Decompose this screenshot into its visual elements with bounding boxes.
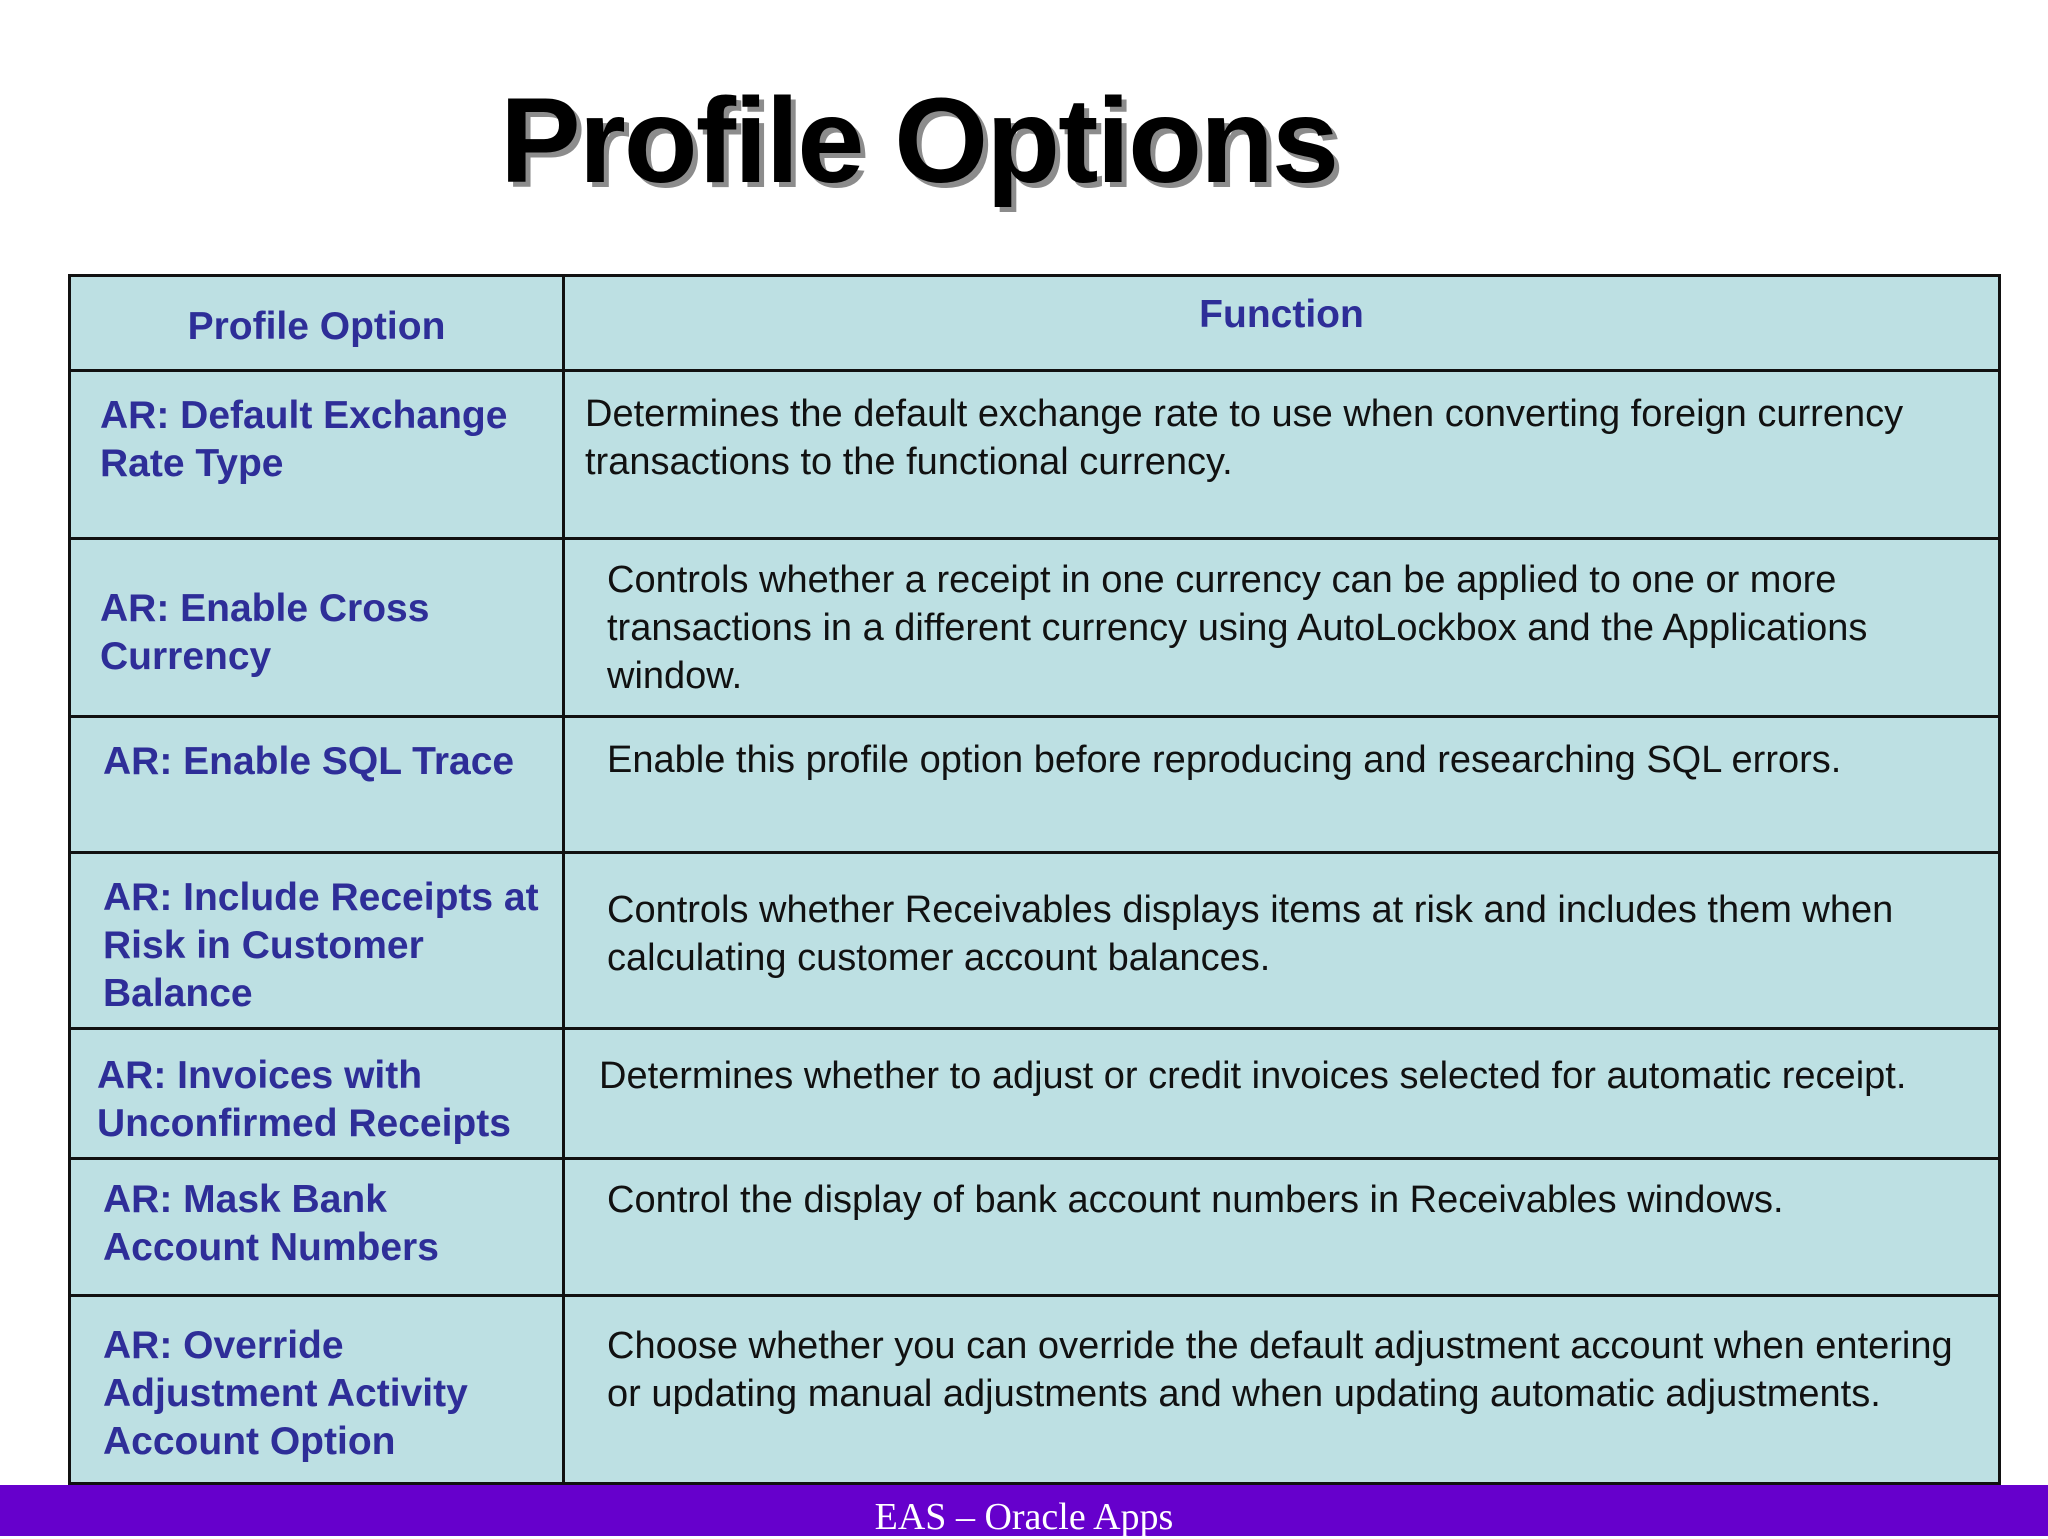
profile-options-table — [68, 274, 2001, 1485]
profile-option-name: AR: Enable Cross Currency — [70, 539, 564, 717]
table-row — [70, 1029, 2000, 1159]
profile-option-name: AR: Include Receipts at Risk in Customer Balance — [70, 853, 564, 1029]
profile-option-name: AR: Mask Bank Account Numbers — [70, 1159, 564, 1296]
profile-option-function: Controls whether a receipt in one currency can be applied to one or more transactions in a different currency using AutoLockbox and the Applications window. — [564, 539, 2000, 717]
page-title: Profile Options — [500, 72, 1338, 208]
column-header-profile-option: Profile Option — [70, 276, 564, 371]
table-row — [70, 371, 2000, 539]
table-header-row — [70, 276, 2000, 371]
profile-option-name: AR: Override Adjustment Activity Account Option — [70, 1296, 564, 1484]
profile-option-function: Choose whether you can override the default adjustment account when entering or updating manual adjustments and when updating automatic adjustments. — [564, 1296, 2000, 1484]
table-row — [70, 1159, 2000, 1296]
profile-option-function: Enable this profile option before reproducing and researching SQL errors. — [564, 717, 2000, 853]
table-row — [70, 1296, 2000, 1484]
profile-option-function: Control the display of bank account numbers in Receivables windows. — [564, 1159, 2000, 1296]
table-row — [70, 539, 2000, 717]
profile-option-function: Controls whether Receivables displays items at risk and includes them when calculating customer account balances. — [564, 853, 2000, 1029]
profile-option-name: AR: Enable SQL Trace — [70, 717, 564, 853]
profile-option-name: AR: Invoices with Unconfirmed Receipts — [70, 1029, 564, 1159]
column-header-function: Function — [564, 276, 2000, 371]
table-row — [70, 717, 2000, 853]
profile-option-function: Determines the default exchange rate to use when converting foreign currency transactions to the functional currency. — [564, 371, 2000, 539]
profile-option-function: Determines whether to adjust or credit invoices selected for automatic receipt. — [564, 1029, 2000, 1159]
table-row — [70, 853, 2000, 1029]
profile-option-name: AR: Default Exchange Rate Type — [70, 371, 564, 539]
footer-bar — [0, 1485, 2048, 1536]
footer-text: EAS – Oracle Apps — [874, 1496, 1174, 1538]
